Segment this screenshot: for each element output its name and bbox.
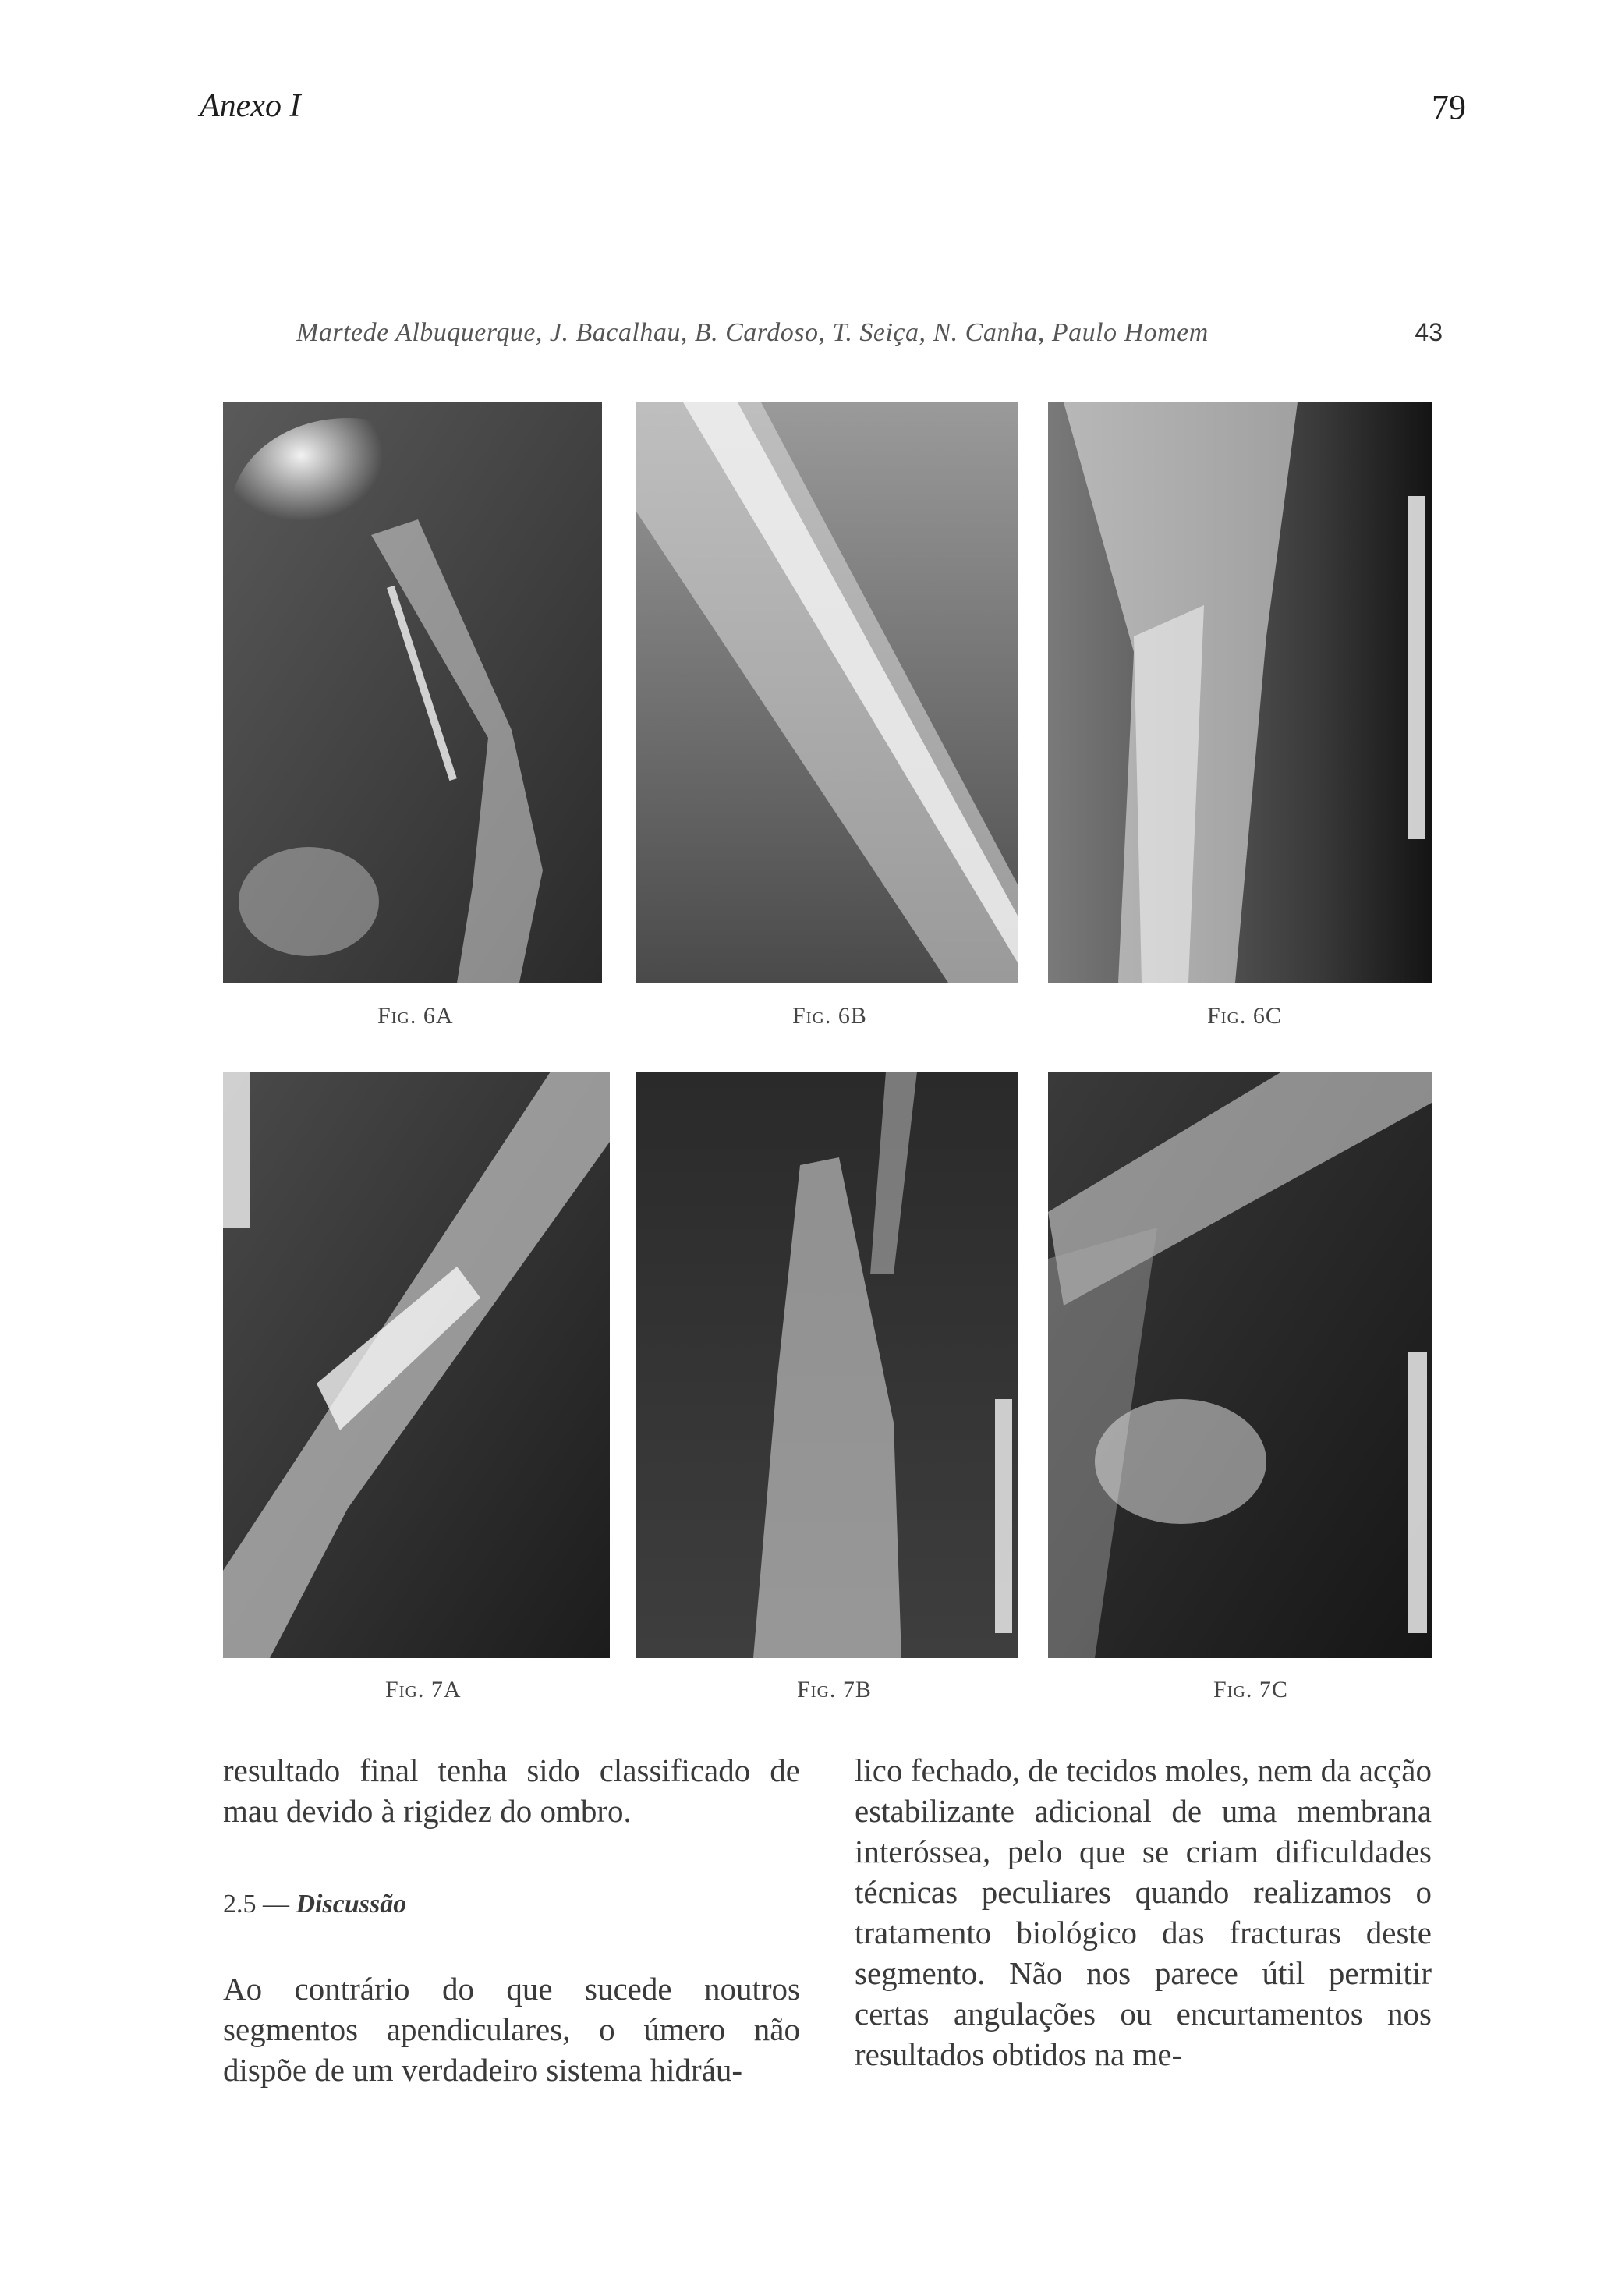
xray-figure-6a: [223, 402, 602, 983]
xray-image-6b: [636, 402, 1018, 983]
paragraph: Ao contrário do que sucede noutros segmentos apendiculares, o úmero não dispõe de um verdadeiro sistema hidráu-: [223, 1971, 800, 2088]
xray-figure-7b: [636, 1072, 1018, 1658]
xray-image-7c: [1048, 1072, 1432, 1658]
figure-caption-6b: Fig. 6B: [792, 1003, 867, 1029]
running-head-title: Anexo I: [200, 88, 301, 124]
paragraph: lico fechado, de tecidos moles, nem da acção estabilizante adicional de uma membrana interóssea, pelo que se criam dificuldades técnicas peculiares quando realizamos o tratamento biológico das fracturas deste segmento. Não nos parece útil permitir certas angulações ou encurtamentos nos resultados obtidos na me-: [855, 1752, 1432, 2072]
section-title: Discussão: [296, 1890, 407, 1919]
right-column: [855, 1750, 1432, 2075]
xray-image-7a: [223, 1072, 610, 1658]
authors-line: Martede Albuquerque, J. Bacalhau, B. Cardoso, T. Seiça, N. Canha, Paulo Homem: [296, 318, 1209, 347]
figure-caption-6c: Fig. 6C: [1207, 1003, 1282, 1029]
xray-image-7b: [636, 1072, 1018, 1658]
xray-image-6c: [1048, 402, 1432, 983]
running-head-page-number: 79: [1432, 88, 1466, 126]
xray-figure-6b: [636, 402, 1018, 983]
xray-figure-7a: [223, 1072, 610, 1658]
body-text: [223, 1750, 1432, 2187]
section-heading: [223, 1884, 800, 1925]
xray-figure-6c: [1048, 402, 1432, 983]
section-number: 2.5 —: [223, 1890, 289, 1919]
paragraph: resultado final tenha sido classificado de mau devido à rigidez do ombro.: [223, 1752, 800, 1829]
left-column: [223, 1750, 800, 2090]
article-page-number: 43: [1415, 318, 1443, 346]
figure-caption-7a: Fig. 7A: [385, 1677, 462, 1703]
figure-caption-7c: Fig. 7C: [1213, 1677, 1288, 1703]
xray-image-6a: [223, 402, 602, 983]
figure-caption-7b: Fig. 7B: [797, 1677, 872, 1703]
xray-figure-7c: [1048, 1072, 1432, 1658]
figure-caption-6a: Fig. 6A: [377, 1003, 454, 1029]
article-header: [296, 318, 1443, 365]
